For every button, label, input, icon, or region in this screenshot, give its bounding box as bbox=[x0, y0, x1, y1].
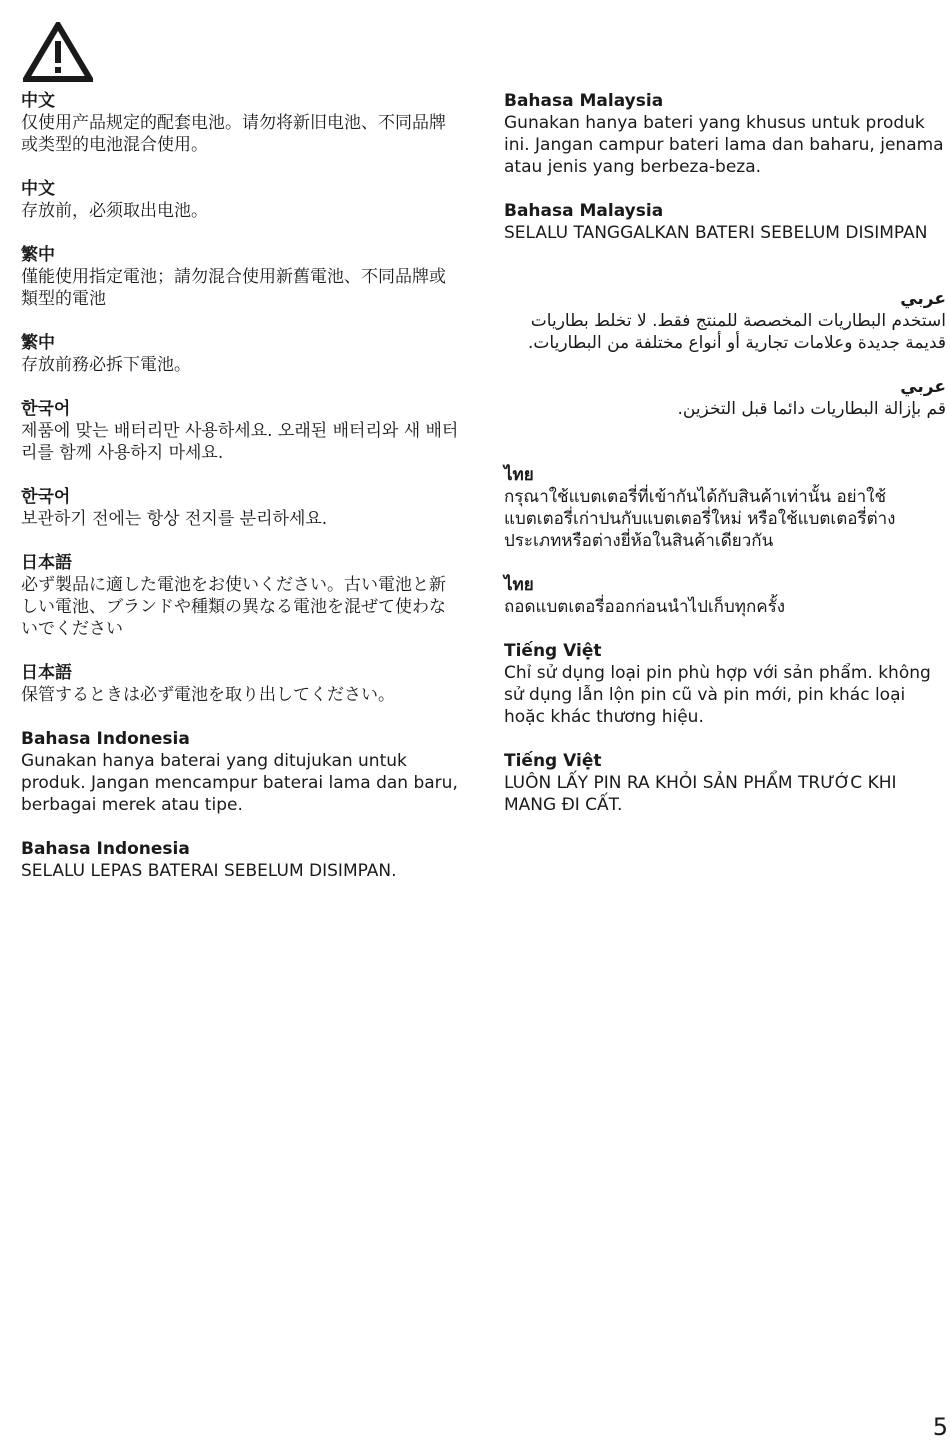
warning-text: استخدم البطاريات المخصصة للمنتج فقط. لا تخلط بطاريات قديمة جديدة وعلامات تجارية أو أنواع مختلفة من البطاريات. bbox=[528, 311, 946, 353]
language-heading: عربي bbox=[900, 377, 946, 397]
warning-text: กรุณาใช้แบตเตอรี่ที่เข้ากันได้กับสินค้าเท่านั้น อย่าใช้แบตเตอรี่เก่าปนกับแบตเตอรี่ใหม่ หรือใช้แบตเตอรี่ต่างประเภทหรือต่างยี่ห้อในสินค้าเดียวกัน bbox=[504, 487, 896, 551]
warning-block bbox=[21, 244, 461, 310]
language-heading: Bahasa Indonesia bbox=[21, 729, 190, 749]
warning-text: 必ず製品に適した電池をお使いください。古い電池と新しい電池、ブランドや種類の異なる電池を混ぜて使わないでください bbox=[21, 575, 446, 639]
right-column bbox=[504, 90, 946, 838]
warning-text: 僅能使用指定電池；請勿混合使用新舊電池、不同品牌或類型的電池 bbox=[21, 267, 446, 309]
warning-block bbox=[504, 640, 946, 728]
warning-text: Chỉ sử dụng loại pin phù hợp với sản phẩm. không sử dụng lẫn lộn pin cũ và pin mới, pin khác loại hoặc khác thương hiệu. bbox=[504, 663, 931, 727]
warning-block bbox=[21, 728, 461, 816]
warning-block bbox=[504, 376, 946, 420]
warning-block bbox=[21, 838, 461, 882]
language-heading: 繁中 bbox=[21, 245, 55, 265]
warning-block bbox=[504, 90, 946, 178]
language-heading: 日本語 bbox=[21, 553, 72, 573]
warning-block bbox=[21, 398, 461, 464]
warning-text: 제품에 맞는 배터리만 사용하세요. 오래된 배터리와 새 배터리를 함께 사용하지 마세요. bbox=[21, 421, 459, 463]
warning-block bbox=[504, 200, 946, 244]
warning-text: Gunakan hanya baterai yang ditujukan untuk produk. Jangan mencampur baterai lama dan baru, berbagai merek atau tipe. bbox=[21, 751, 458, 815]
language-heading: 한국어 bbox=[21, 487, 71, 507]
warning-text: 보관하기 전에는 항상 전지를 분리하세요. bbox=[21, 509, 328, 529]
warning-block bbox=[21, 486, 461, 530]
language-heading: عربي bbox=[900, 289, 946, 309]
language-heading: 中文 bbox=[21, 179, 55, 199]
warning-text: 存放前，必须取出电池。 bbox=[21, 201, 208, 221]
language-heading: Bahasa Indonesia bbox=[21, 839, 190, 859]
language-heading: 한국어 bbox=[21, 399, 71, 419]
warning-block bbox=[504, 574, 946, 618]
language-heading: Tiếng Việt bbox=[504, 641, 602, 661]
language-heading: Tiếng Việt bbox=[504, 751, 602, 771]
warning-block bbox=[21, 552, 461, 640]
language-heading: ไทย bbox=[504, 465, 534, 485]
language-heading: 中文 bbox=[21, 91, 55, 111]
warning-block bbox=[21, 90, 461, 156]
warning-block bbox=[504, 288, 946, 354]
warning-text: قم بإزالة البطاريات دائما قبل التخزين. bbox=[677, 399, 946, 419]
page-number: 5 bbox=[932, 1413, 948, 1441]
language-heading: ไทย bbox=[504, 575, 534, 595]
warning-text: ถอดแบตเตอรี่ออกก่อนนำไปเก็บทุกครั้ง bbox=[504, 597, 786, 617]
warning-text: 仅使用产品规定的配套电池。请勿将新旧电池、不同品牌或类型的电池混合使用。 bbox=[21, 113, 446, 155]
warning-text: 存放前務必拆下電池。 bbox=[21, 355, 191, 375]
warning-text: Gunakan hanya bateri yang khusus untuk produk ini. Jangan campur bateri lama dan baharu, jenama atau jenis yang berbeza-beza. bbox=[504, 113, 944, 177]
left-column bbox=[21, 90, 461, 904]
language-heading: 日本語 bbox=[21, 663, 72, 683]
warning-text: LUÔN LẤY PIN RA KHỎI SẢN PHẨM TRƯỚC KHI MANG ĐI CẤT. bbox=[504, 773, 897, 815]
warning-block bbox=[21, 332, 461, 376]
warning-block bbox=[504, 464, 946, 552]
warning-text: SELALU LEPAS BATERAI SEBELUM DISIMPAN. bbox=[21, 861, 397, 881]
language-heading: Bahasa Malaysia bbox=[504, 91, 664, 111]
warning-triangle-icon bbox=[23, 22, 93, 82]
warning-text: SELALU TANGGALKAN BATERI SEBELUM DISIMPAN bbox=[504, 223, 928, 243]
warning-block bbox=[21, 178, 461, 222]
warning-block bbox=[21, 662, 461, 706]
language-heading: Bahasa Malaysia bbox=[504, 201, 664, 221]
warning-block bbox=[504, 750, 946, 816]
language-heading: 繁中 bbox=[21, 333, 55, 353]
warning-text: 保管するときは必ず電池を取り出してください。 bbox=[21, 685, 395, 705]
